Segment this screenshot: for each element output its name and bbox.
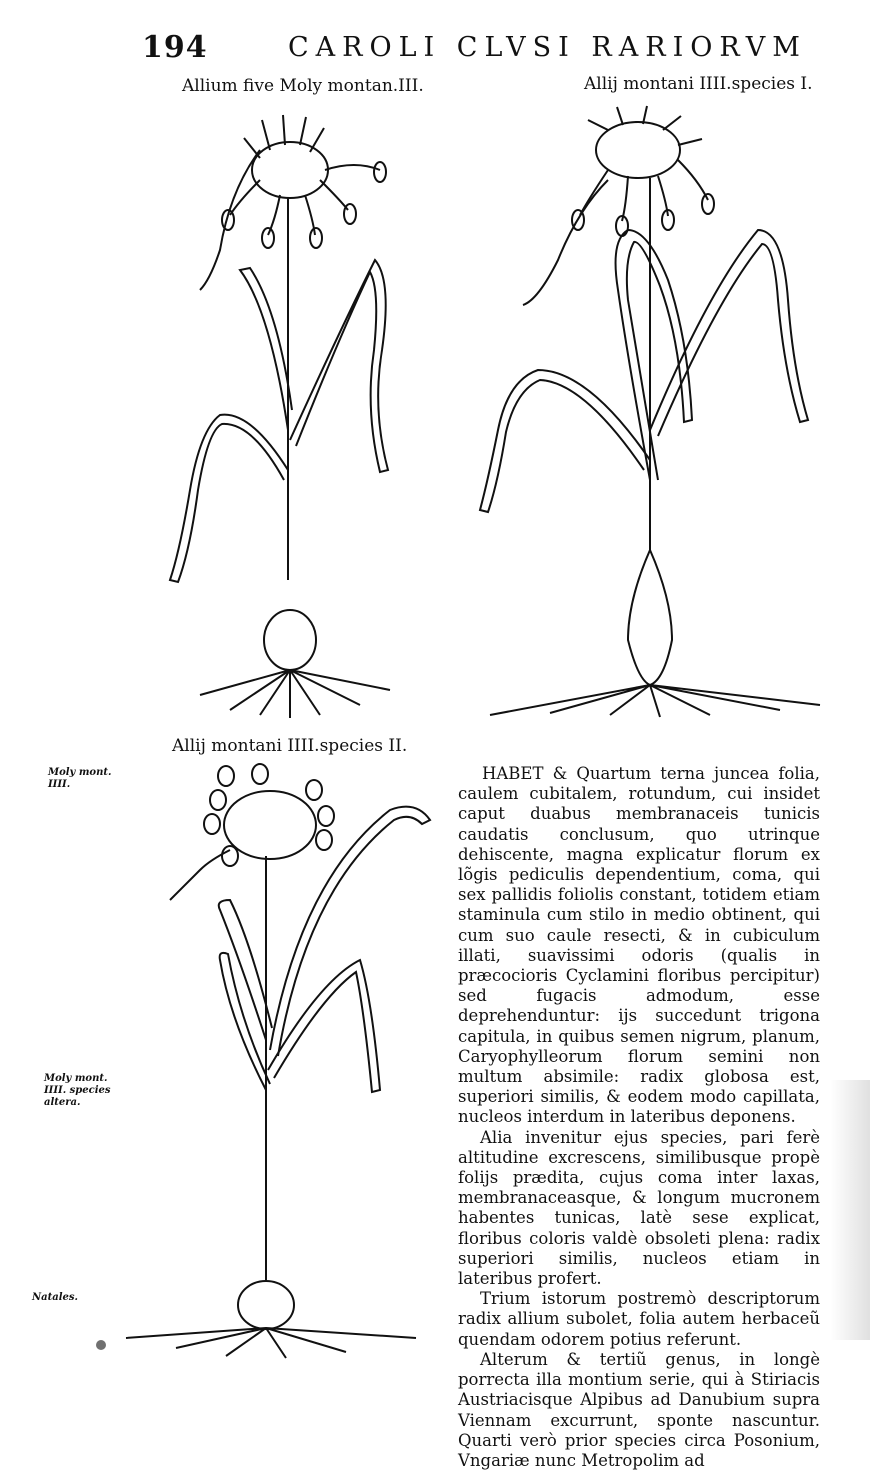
flower-head	[572, 106, 714, 236]
flower-head	[222, 115, 386, 248]
leaf	[268, 960, 380, 1092]
leaf	[523, 180, 608, 305]
margin-note: Natales.	[32, 1292, 78, 1303]
allium-plant-illustration	[160, 110, 460, 730]
leaf	[170, 415, 288, 582]
bulb	[628, 550, 672, 685]
paragraph: Trium istorum postremò descriptorum radix allium subolet, folia autem herbaceũ quendam odorem potius referunt.	[458, 1289, 820, 1349]
scan-shadow	[830, 1080, 870, 1340]
margin-note: Moly mont. IIII. species altera.	[44, 1073, 111, 1108]
allium-plant-illustration	[110, 760, 450, 1380]
leaf	[240, 268, 292, 430]
leaf	[480, 370, 650, 512]
running-head: CAROLI CLVSI RARIORVM	[288, 32, 807, 63]
paragraph: HABET & Quartum terna juncea folia, caulem cubitalem, rotundum, cui insidet caput duabus membranaceis tunicis caudatis conclusum, quo utrinque dehiscente, magna explicatur florum ex lõgis pediculis dependentium, coma, qui sex pallidis foliolis constant, totidem etiam staminula cum stilo in medio obtinent, qui cum suo caule resecti, & in cubiculum illati, suavissimi odoris (qualis in præcocioris Cyclamini floribus percipitur) sed fugacis admodum, esse deprehenduntur: ijs succedunt trigona capitula, in quibus semen nigrum, planum, Caryophylleorum florum semini non multum absimile: radix globosa est, superiori similis, & eodem modo capillata, nucleos interdum in lateribus deponens.	[458, 764, 820, 1127]
figure-caption-1: Allium five Moly montan.III.	[182, 76, 424, 96]
flower-head	[204, 764, 334, 866]
margin-note: Moly mont. IIII.	[48, 767, 112, 790]
ink-blot	[96, 1340, 106, 1350]
leaf	[220, 953, 270, 1090]
roots	[126, 1328, 416, 1358]
leaf	[616, 230, 692, 480]
allium-plant-illustration	[478, 100, 838, 730]
leaf	[170, 850, 230, 900]
figure-caption-2: Allij montani IIII.species I.	[584, 74, 813, 94]
roots	[200, 670, 390, 718]
bulb	[264, 610, 316, 670]
body-text	[458, 764, 820, 1471]
leaf	[270, 807, 430, 1056]
paragraph: Alia invenitur ejus species, pari ferè altitudine excrescens, similibusque propè folijs prædita, cujus coma inter laxas, membranaceasque, & longum mucronem habentes tunicas, latè sese explicat, floribus coloris valdè obsoleti plena: radix superiori similis, nucleos etiam in lateribus profert.	[458, 1127, 820, 1289]
bulb	[238, 1281, 294, 1329]
roots	[490, 685, 820, 717]
leaf	[290, 260, 388, 472]
page-number: 194	[142, 30, 208, 65]
paragraph: Alterum & tertiũ genus, in longè porrecta illa montium serie, qui à Stiriacis Austriacisque Alpibus ad Danubium supra Viennam excurrunt, sponte nascuntur. Quarti verò prior species circa Posonium, Vngariæ nunc Metropolim ad	[458, 1349, 820, 1470]
figure-caption-3: Allij montani IIII.species II.	[172, 736, 408, 756]
